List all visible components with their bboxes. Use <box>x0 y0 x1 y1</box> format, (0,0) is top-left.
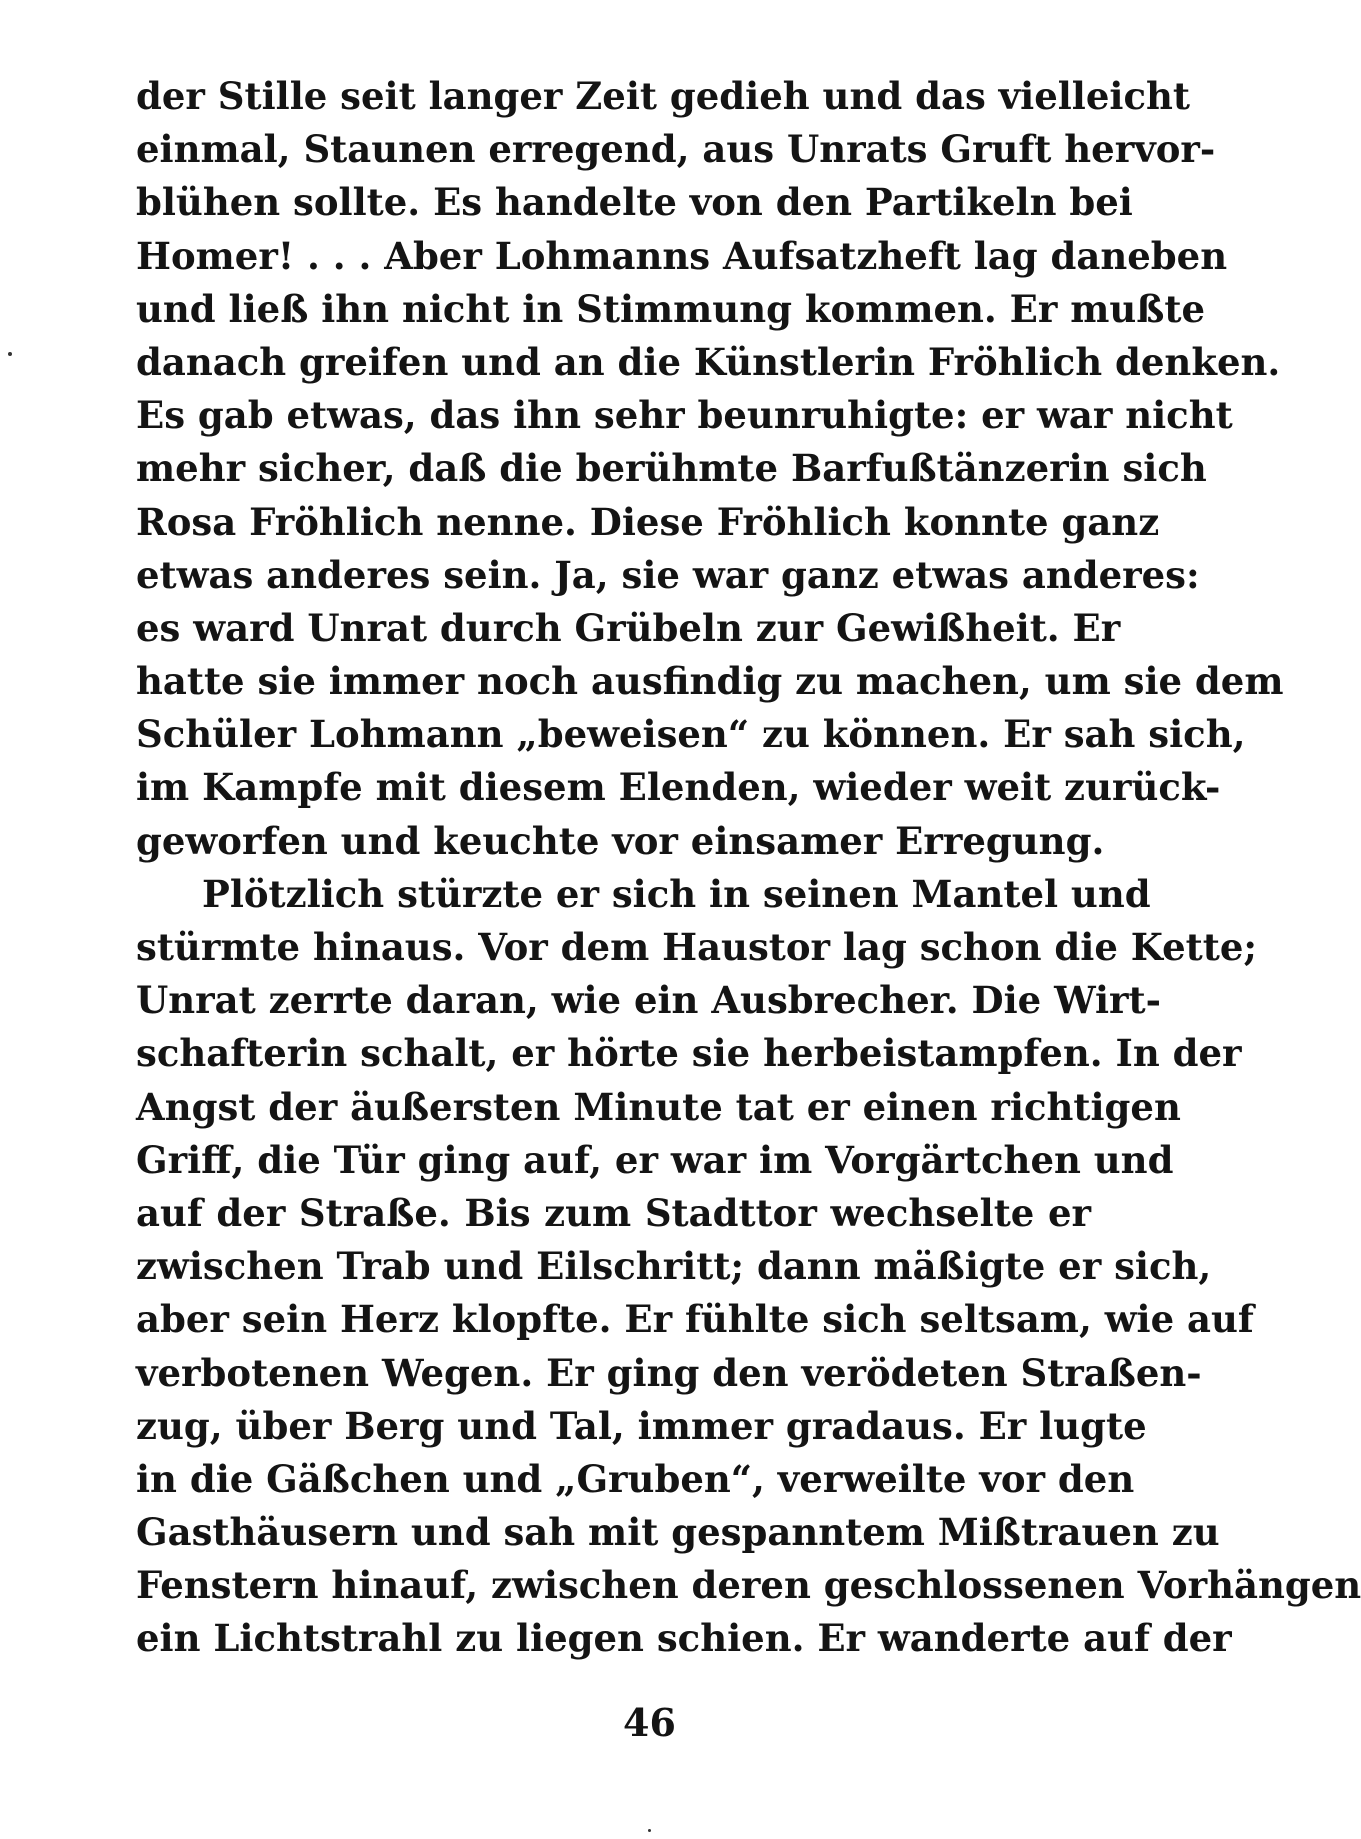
text-line: verbotenen Wegen. Er ging den verödeten Straßen- <box>136 1350 1202 1395</box>
scan-speck <box>648 1829 651 1832</box>
text-line: der Stille seit langer Zeit gedieh und das vielleicht <box>136 74 1190 118</box>
text-line: auf der Straße. Bis zum Stadttor wechselte er <box>136 1190 1091 1235</box>
text-line: zug, über Berg und Tal, immer gradaus. Er lugte <box>136 1403 1147 1448</box>
text-line: danach greifen und an die Künstlerin Fröhlich denken. <box>136 339 1281 384</box>
page-number: 46 <box>623 1700 676 1745</box>
body-text <box>136 70 1361 1666</box>
text-line: hatte sie immer noch ausfindig zu machen, um sie dem <box>136 659 1284 704</box>
text-line: Griff, die Tür ging auf, er war im Vorgärtchen und <box>136 1137 1174 1182</box>
text-line: zwischen Trab und Eilschritt; dann mäßigte er sich, <box>136 1244 1212 1289</box>
text-line: mehr sicher, daß die berühmte Barfußtänzerin sich <box>136 446 1207 491</box>
text-line: schafterin schalt, er hörte sie herbeistampfen. In der <box>136 1031 1242 1076</box>
scan-speck <box>8 352 12 356</box>
text-line: Homer! . . . Aber Lohmanns Aufsatzheft lag daneben <box>136 233 1228 278</box>
text-line: etwas anderes sein. Ja, sie war ganz etwas anderes: <box>136 552 1200 597</box>
text-line: Fenstern hinauf, zwischen deren geschlossenen Vorhängen <box>136 1563 1361 1608</box>
text-line: aber sein Herz klopfte. Er fühlte sich seltsam, wie auf <box>136 1297 1254 1342</box>
text-line: Schüler Lohmann „beweisen“ zu können. Er sah sich, <box>136 712 1246 757</box>
text-line: geworfen und keuchte vor einsamer Erregung. <box>136 818 1105 863</box>
text-line: es ward Unrat durch Grübeln zur Gewißheit. Er <box>136 605 1121 650</box>
text-line: Unrat zerrte daran, wie ein Ausbrecher. Die Wirt- <box>136 978 1161 1023</box>
text-line: Plötzlich stürzte er sich in seinen Mantel und <box>202 871 1151 916</box>
text-line: und ließ ihn nicht in Stimmung kommen. Er mußte <box>136 286 1206 331</box>
text-line: im Kampfe mit diesem Elenden, wieder weit zurück- <box>136 765 1221 810</box>
text-line: blühen sollte. Es handelte von den Partikeln bei <box>136 180 1133 225</box>
text-line: einmal, Staunen erregend, aus Unrats Gruft hervor- <box>136 127 1216 172</box>
text-line: ein Lichtstrahl zu liegen schien. Er wanderte auf der <box>136 1616 1232 1661</box>
text-line: Es gab etwas, das ihn sehr beunruhigte: er war nicht <box>136 393 1233 438</box>
text-line: Gasthäusern und sah mit gespanntem Mißtrauen zu <box>136 1510 1220 1555</box>
text-line: Rosa Fröhlich nenne. Diese Fröhlich konnte ganz <box>136 499 1160 544</box>
text-line: stürmte hinaus. Vor dem Haustor lag schon die Kette; <box>136 925 1258 969</box>
text-line: Angst der äußersten Minute tat er einen richtigen <box>136 1084 1181 1129</box>
text-line: in die Gäßchen und „Gruben“, verweilte vor den <box>136 1456 1135 1501</box>
